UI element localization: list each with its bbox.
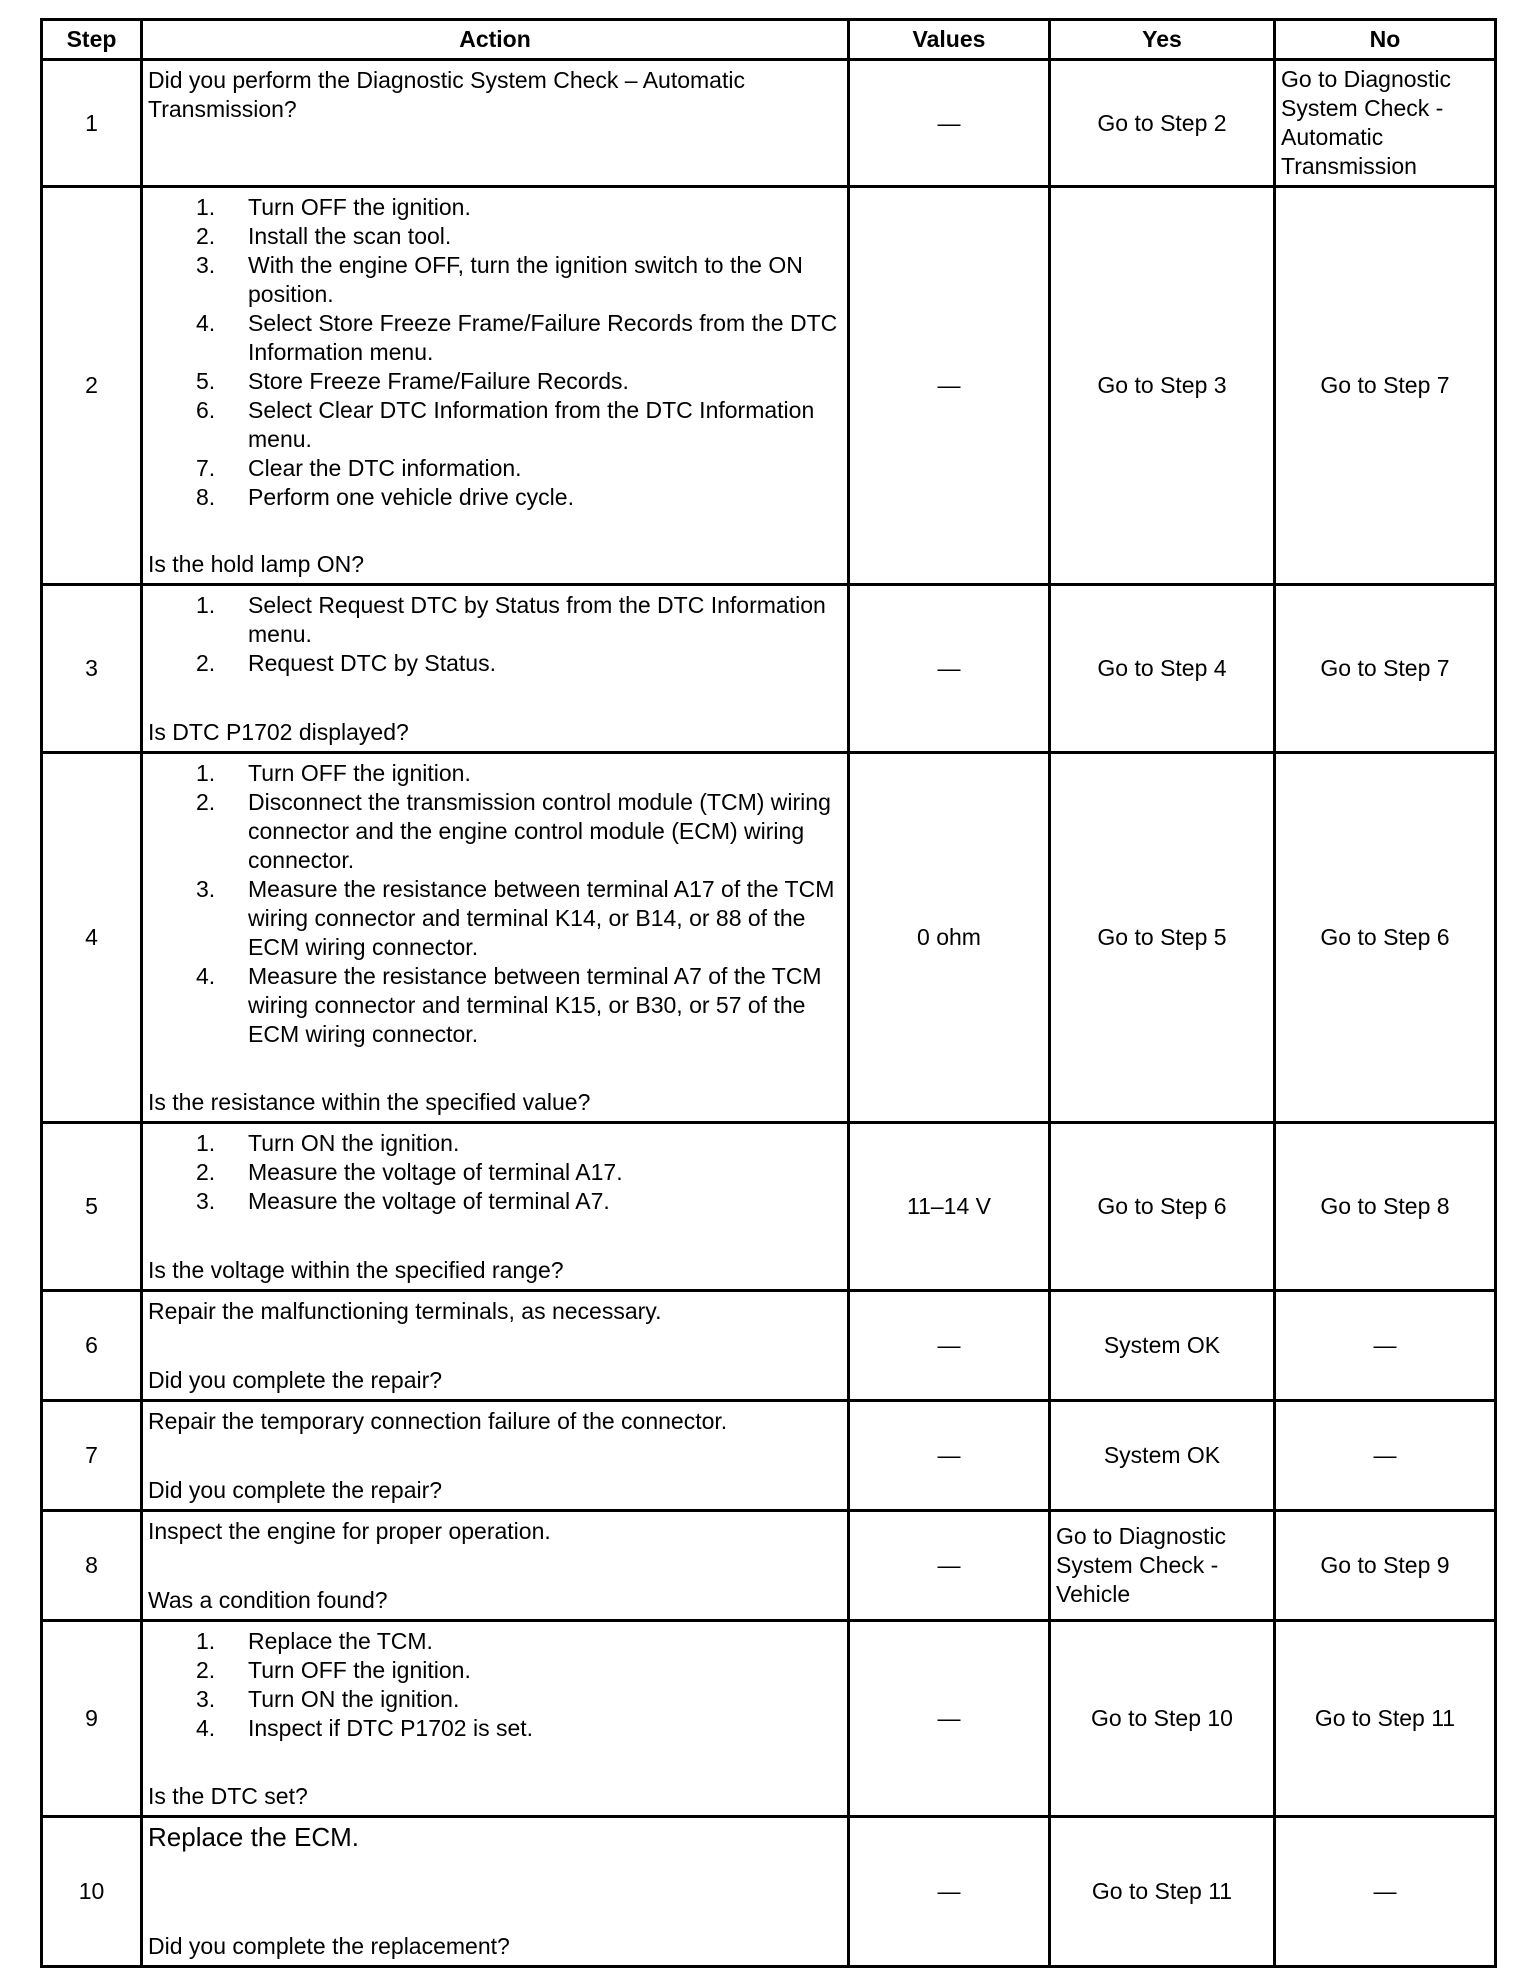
action-cell (142, 60, 849, 187)
action-step (196, 454, 842, 483)
action-step-number: 2. (196, 649, 216, 676)
table-row (42, 187, 1496, 585)
table-row (42, 1621, 1496, 1817)
value-cell: — (849, 60, 1050, 187)
action-step (196, 1158, 842, 1187)
action-step-number: 7. (196, 454, 216, 481)
action-cell (142, 1621, 849, 1817)
value-cell: — (849, 187, 1050, 585)
action-step-number: 2. (196, 222, 216, 249)
yes-result: System OK (1050, 1291, 1275, 1401)
yes-result: Go to Step 3 (1050, 187, 1275, 585)
action-step-text: Inspect if DTC P1702 is set. (248, 1714, 534, 1741)
action-question: Is DTC P1702 displayed? (148, 718, 409, 745)
action-question: Was a condition found? (148, 1586, 388, 1613)
no-result: Go to Step 9 (1275, 1511, 1496, 1621)
yes-result: Go to Step 4 (1050, 585, 1275, 753)
action-step-number: 1. (196, 1627, 216, 1654)
action-cell (142, 187, 849, 585)
action-question: Did you complete the repair? (148, 1476, 443, 1503)
action-instruction: Repair the malfunctioning terminals, as necessary. (148, 1297, 662, 1324)
action-step (196, 483, 842, 512)
action-step-list (148, 591, 842, 678)
action-question: Is the resistance within the specified value? (148, 1088, 591, 1115)
yes-result: Go to Step 2 (1050, 60, 1275, 187)
action-step (196, 1187, 842, 1216)
action-step (196, 875, 842, 962)
action-step-text: Measure the resistance between terminal A7 of the TCM wiring connector and terminal K15, or B30, or 57 of the ECM wiring connector. (248, 962, 822, 1047)
no-result: Go to Step 11 (1275, 1621, 1496, 1817)
action-step (196, 788, 842, 875)
action-step-text: Measure the resistance between terminal A17 of the TCM wiring connector and terminal K14, or B14, or 88 of the ECM wiring connector. (248, 875, 835, 960)
diagnostic-table (40, 18, 1497, 1968)
action-step (196, 649, 842, 678)
table-row (42, 1817, 1496, 1967)
header-step: Step (42, 20, 142, 60)
yes-result: Go to Step 11 (1050, 1817, 1275, 1967)
action-step (196, 759, 842, 788)
action-cell (142, 1123, 849, 1291)
action-instruction: Did you perform the Diagnostic System Check – Automatic Transmission? (148, 66, 745, 122)
action-step (196, 251, 842, 309)
action-step-number: 1. (196, 193, 216, 220)
action-step-list (148, 1129, 842, 1216)
action-instruction: Inspect the engine for proper operation. (148, 1517, 551, 1544)
action-instruction: Replace the ECM. (148, 1821, 359, 1852)
action-step-number: 4. (196, 309, 216, 336)
no-result: Go to Step 6 (1275, 753, 1496, 1123)
action-step-text: Install the scan tool. (248, 222, 452, 249)
header-yes: Yes (1050, 20, 1275, 60)
value-cell: — (849, 1291, 1050, 1401)
step-number: 10 (42, 1817, 142, 1967)
action-step (196, 1714, 842, 1743)
no-result: — (1275, 1401, 1496, 1511)
step-number: 4 (42, 753, 142, 1123)
action-cell (142, 1401, 849, 1511)
action-step-number: 4. (196, 1714, 216, 1741)
action-step-number: 3. (196, 251, 216, 278)
action-step-text: Measure the voltage of terminal A7. (248, 1187, 610, 1214)
value-cell: — (849, 1817, 1050, 1967)
action-step-text: Perform one vehicle drive cycle. (248, 483, 574, 510)
header-row (42, 20, 1496, 60)
action-step (196, 222, 842, 251)
table-row (42, 60, 1496, 187)
step-number: 5 (42, 1123, 142, 1291)
action-step-text: Turn OFF the ignition. (248, 1656, 471, 1683)
action-step-number: 3. (196, 1187, 216, 1214)
action-cell (142, 1291, 849, 1401)
action-step-number: 2. (196, 1656, 216, 1683)
action-question: Did you complete the replacement? (148, 1932, 510, 1959)
yes-result: Go to Step 5 (1050, 753, 1275, 1123)
action-step-number: 1. (196, 1129, 216, 1156)
action-step-number: 6. (196, 396, 216, 423)
header-values: Values (849, 20, 1050, 60)
value-cell: 0 ohm (849, 753, 1050, 1123)
action-step-text: Replace the TCM. (248, 1627, 433, 1654)
step-number: 7 (42, 1401, 142, 1511)
yes-result: Go to Step 10 (1050, 1621, 1275, 1817)
value-cell: 11–14 V (849, 1123, 1050, 1291)
action-step-number: 8. (196, 483, 216, 510)
step-number: 6 (42, 1291, 142, 1401)
action-step (196, 591, 842, 649)
yes-result: Go to Step 6 (1050, 1123, 1275, 1291)
step-number: 3 (42, 585, 142, 753)
action-cell (142, 753, 849, 1123)
action-step-text: Turn OFF the ignition. (248, 759, 471, 786)
action-step (196, 1685, 842, 1714)
table-row (42, 1401, 1496, 1511)
action-step-text: Disconnect the transmission control module (TCM) wiring connector and the engine control module (ECM) wiring connector. (248, 788, 831, 873)
action-cell (142, 1511, 849, 1621)
action-step-list (148, 193, 842, 512)
yes-result: System OK (1050, 1401, 1275, 1511)
action-step (196, 1656, 842, 1685)
action-step-text: Store Freeze Frame/Failure Records. (248, 367, 629, 394)
action-step-text: Turn OFF the ignition. (248, 193, 471, 220)
no-result: Go to Diagnostic System Check - Automatic Transmission (1275, 60, 1496, 187)
action-step (196, 193, 842, 222)
action-step-text: Select Request DTC by Status from the DTC Information menu. (248, 591, 826, 647)
action-step-text: Measure the voltage of terminal A17. (248, 1158, 623, 1185)
action-step (196, 1627, 842, 1656)
action-step-text: Request DTC by Status. (248, 649, 496, 676)
table-row (42, 1511, 1496, 1621)
action-step-text: Turn ON the ignition. (248, 1129, 460, 1156)
action-step-text: Clear the DTC information. (248, 454, 522, 481)
yes-result: Go to Diagnostic System Check - Vehicle (1050, 1511, 1275, 1621)
value-cell: — (849, 585, 1050, 753)
table-row (42, 1123, 1496, 1291)
action-step-number: 2. (196, 1158, 216, 1185)
no-result: — (1275, 1291, 1496, 1401)
action-step-number: 5. (196, 367, 216, 394)
value-cell: — (849, 1401, 1050, 1511)
action-step-text: With the engine OFF, turn the ignition switch to the ON position. (248, 251, 803, 307)
action-question: Is the voltage within the specified range? (148, 1256, 564, 1283)
no-result: Go to Step 7 (1275, 585, 1496, 753)
action-question: Is the DTC set? (148, 1782, 308, 1809)
action-step-list (148, 1627, 842, 1743)
action-question: Did you complete the repair? (148, 1366, 443, 1393)
action-question: Is the hold lamp ON? (148, 550, 365, 577)
action-step-number: 4. (196, 962, 216, 989)
step-number: 2 (42, 187, 142, 585)
action-step-number: 1. (196, 591, 216, 618)
table-row (42, 585, 1496, 753)
table-row (42, 753, 1496, 1123)
no-result: Go to Step 8 (1275, 1123, 1496, 1291)
table-row (42, 1291, 1496, 1401)
action-step (196, 309, 842, 367)
action-step-list (148, 759, 842, 1049)
header-no: No (1275, 20, 1496, 60)
action-step (196, 396, 842, 454)
action-step-number: 1. (196, 759, 216, 786)
action-step-number: 3. (196, 1685, 216, 1712)
action-step-text: Select Store Freeze Frame/Failure Records from the DTC Information menu. (248, 309, 838, 365)
action-cell (142, 1817, 849, 1967)
action-step-text: Turn ON the ignition. (248, 1685, 460, 1712)
action-step-number: 3. (196, 875, 216, 902)
value-cell: — (849, 1621, 1050, 1817)
step-number: 9 (42, 1621, 142, 1817)
action-step-number: 2. (196, 788, 216, 815)
header-action: Action (142, 20, 849, 60)
value-cell: — (849, 1511, 1050, 1621)
action-step (196, 1129, 842, 1158)
action-instruction: Repair the temporary connection failure of the connector. (148, 1407, 728, 1434)
action-cell (142, 585, 849, 753)
step-number: 8 (42, 1511, 142, 1621)
step-number: 1 (42, 60, 142, 187)
no-result: Go to Step 7 (1275, 187, 1496, 585)
action-step (196, 962, 842, 1049)
action-step (196, 367, 842, 396)
action-step-text: Select Clear DTC Information from the DTC Information menu. (248, 396, 815, 452)
no-result: — (1275, 1817, 1496, 1967)
